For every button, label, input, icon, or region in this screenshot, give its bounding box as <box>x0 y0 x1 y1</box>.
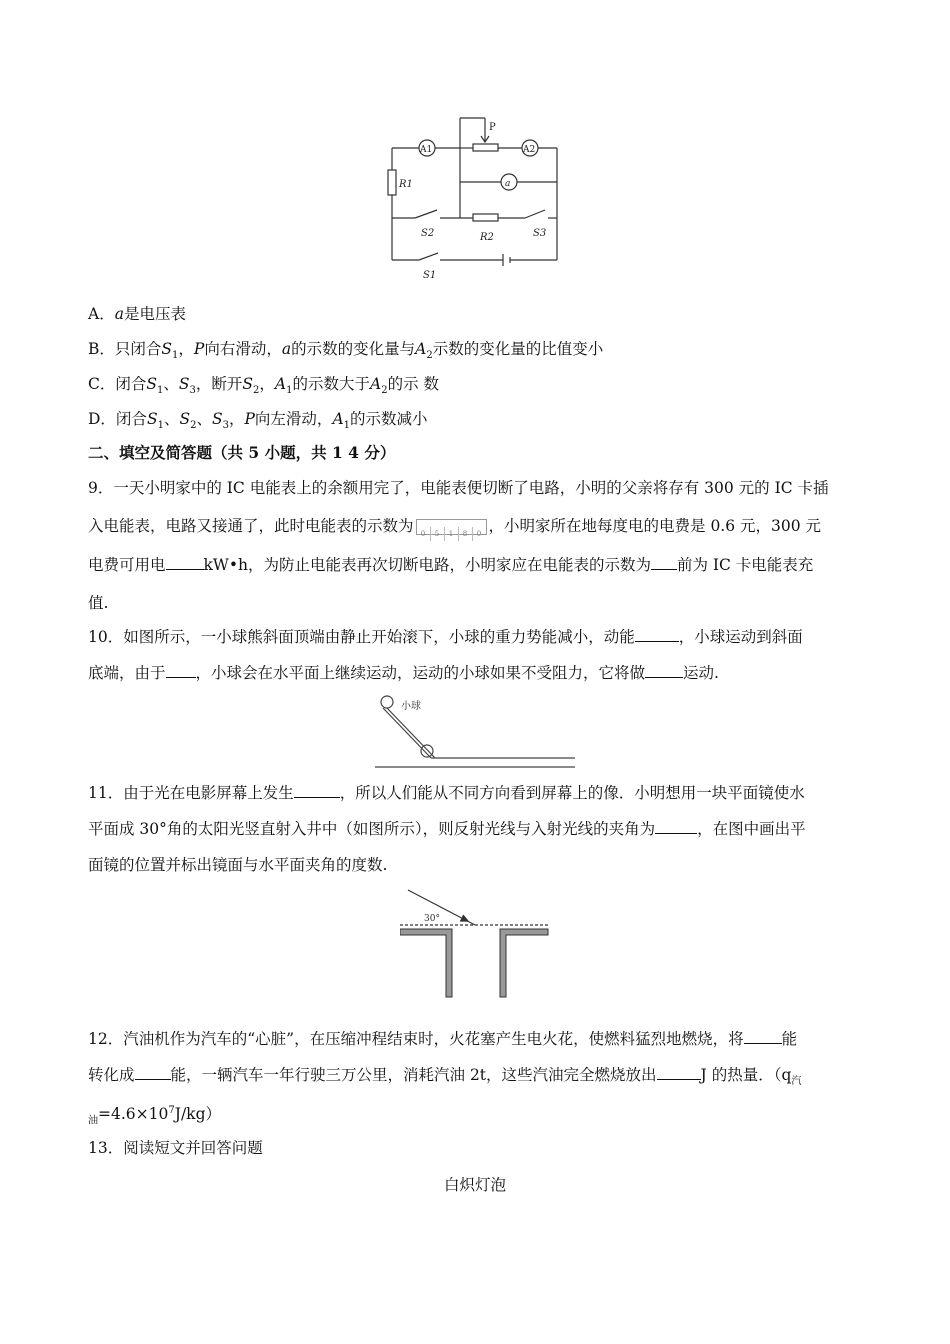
meter-reading: 0 5 1 8 0 <box>416 519 487 535</box>
blank[interactable] <box>166 663 196 678</box>
label-r1: R1 <box>399 179 413 190</box>
option-c: C．闭合$S_1$、$S_3$，断开$S_2$，$A_1$的示数大于$A_2$的示 数 <box>88 375 440 397</box>
option-d: D．闭合$S_1$、$S_2$、$S_3$，P向左滑动，$A_1$的示数减小 <box>88 410 428 432</box>
incline-figure <box>375 692 580 772</box>
label-s3: S3 <box>533 228 547 239</box>
label-s1: S1 <box>423 270 437 281</box>
label-a: a <box>505 179 511 189</box>
q10-line-2: 底端，由于 ，小球会在水平面上继续运动，运动的小球如果不受阻力，它将做 运动. <box>88 664 719 682</box>
blank[interactable] <box>657 1065 701 1080</box>
q12-line-1: 12．汽油机作为汽车的“心脏”，在压缩冲程结束时，火花塞产生电火花，使燃料猛烈地燃烧，将 能 <box>88 1030 798 1048</box>
section-2-heading: 二、填空及简答题（共 5 小题，共 1 4 分） <box>88 443 396 462</box>
q9-line-3: 电费可用电 kW•h，为防止电能表再次切断电路，小明家应在电能表的示数为 前为 IC 卡电能表充 <box>88 556 814 574</box>
q12-line-3: $_油=4.6\times 10^7J/kg$） <box>88 1105 221 1127</box>
q12-line-2: 转化成 能，一辆汽车一年行驶三万公里，消耗汽油 2t，这些汽油完全燃烧放出 J 的热量．（$q_汽$ <box>88 1066 802 1088</box>
blank[interactable] <box>645 663 683 678</box>
blank[interactable] <box>744 1029 782 1044</box>
q10-line-1: 10．如图所示，一小球熊斜面顶端由静止开始滚下，小球的重力势能减小，动能 ，小球运动到斜面 <box>88 628 803 646</box>
q13-line-1: 13．阅读短文并回答问题 <box>88 1139 263 1157</box>
blank[interactable] <box>166 555 204 570</box>
q11-line-2: 平面成 30°角的太阳光竖直射入井中（如图所示），则反射光线与入射光线的夹角为 ，在图中画出平 <box>88 820 806 838</box>
blank[interactable] <box>651 555 677 570</box>
q9-line-1: 9．一天小明家中的 IC 电能表上的余额用完了，电能表便切断了电路，小明的父亲将存有 300 元的 IC 卡插 <box>88 479 829 497</box>
passage-title: 白炽灯泡 <box>443 1176 506 1194</box>
label-r2: R2 <box>480 232 494 243</box>
q11-line-3: 面镜的位置并标出镜面与水平面夹角的度数. <box>88 856 388 874</box>
q9-line-2: 入电能表，电路又接通了，此时电能表的示数为 0 5 1 8 0 ，小明家所在地每度电的电费是 0.6 元，300 元 <box>88 515 862 537</box>
option-a: A．a是电压表 <box>88 305 186 323</box>
label-a1: A1 <box>420 145 433 155</box>
angle-label: 30° <box>424 914 440 924</box>
blank[interactable] <box>135 1065 171 1080</box>
blank[interactable] <box>655 819 697 834</box>
blank[interactable] <box>635 627 679 642</box>
ball-label: 小球 <box>401 701 421 712</box>
label-s2: S2 <box>421 228 435 239</box>
option-b: B．只闭合$S_1$，P向右滑动，a的示数的变化量与$A_2$示数的变化量的比值变小 <box>88 340 604 362</box>
label-p: P <box>489 122 496 133</box>
label-a2: A2 <box>523 145 536 155</box>
blank[interactable] <box>294 783 340 798</box>
q11-line-1: 11．由于光在电影屏幕上发生 ，所以人们能从不同方向看到屏幕上的像．小明想用一块平面镜使水 <box>88 784 805 802</box>
q9-line-4: 值. <box>88 594 109 612</box>
circuit-diagram <box>385 110 565 285</box>
well-figure <box>400 885 550 1000</box>
